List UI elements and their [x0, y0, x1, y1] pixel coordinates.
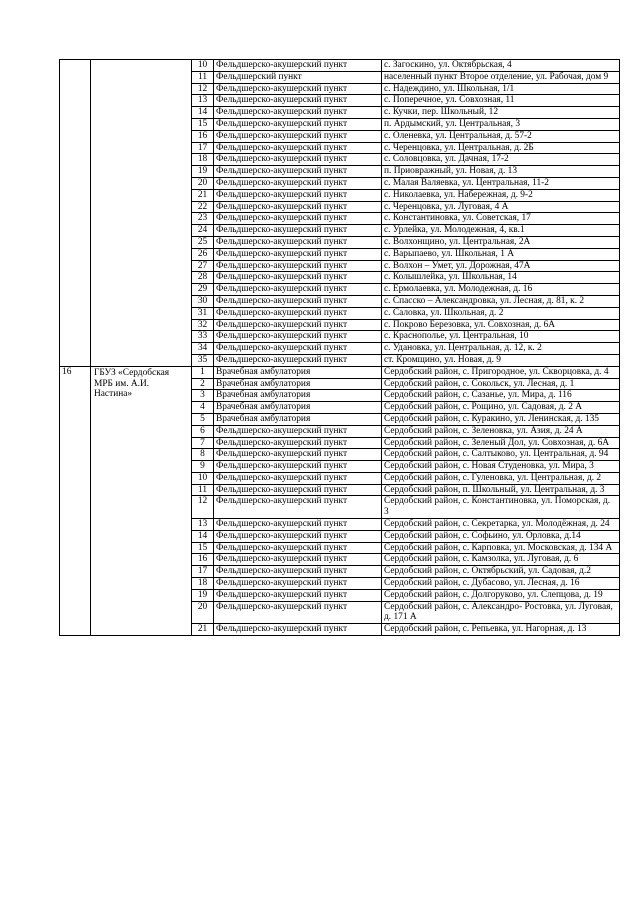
- facility-type-cell: Фельдшерско-акушерский пункт: [214, 554, 382, 566]
- facility-address-cell: с. Поперечное, ул. Совхозная, 11: [382, 95, 620, 107]
- facility-number-cell: 31: [192, 307, 214, 319]
- facility-type-cell: Фельдшерско-акушерский пункт: [214, 272, 382, 284]
- facility-number-cell: 10: [192, 472, 214, 484]
- facility-type-cell: Фельдшерско-акушерский пункт: [214, 331, 382, 343]
- facility-type-cell: Врачебная амбулатория: [214, 413, 382, 425]
- facility-address-cell: с. Волхон – Умет, ул. Дорожная, 47А: [382, 260, 620, 272]
- facility-number-cell: 5: [192, 413, 214, 425]
- facility-address-cell: с. Соловцовка, ул. Дачная, 17-2: [382, 154, 620, 166]
- facility-address-cell: с. Константиновка, ул. Советская, 17: [382, 213, 620, 225]
- facility-address-cell: с. Черенцовка, ул. Луговая, 4 А: [382, 201, 620, 213]
- facility-address-cell: населенный пункт Второе отделение, ул. Рабочая, дом 9: [382, 71, 620, 83]
- facility-type-cell: Фельдшерско-акушерский пункт: [214, 260, 382, 272]
- facility-number-cell: 32: [192, 319, 214, 331]
- facility-type-cell: Фельдшерско-акушерский пункт: [214, 461, 382, 473]
- facility-number-cell: 12: [192, 496, 214, 519]
- facility-type-cell: Врачебная амбулатория: [214, 366, 382, 378]
- facility-number-cell: 21: [192, 624, 214, 636]
- facility-type-cell: Фельдшерско-акушерский пункт: [214, 142, 382, 154]
- organization-name-cell: [91, 60, 192, 367]
- facility-address-cell: с. Удановка, ул. Центральная, д. 12, к. 2: [382, 343, 620, 355]
- facility-address-cell: Сердобский район, с. Долгоруково, ул. Слепцова, д. 19: [382, 589, 620, 601]
- facility-address-cell: с. Спасско – Александровка, ул. Лесная, д. 81, к. 2: [382, 295, 620, 307]
- facility-type-cell: Фельдшерско-акушерский пункт: [214, 624, 382, 636]
- facility-number-cell: 13: [192, 95, 214, 107]
- facility-address-cell: с. Малая Валяевка, ул. Центральная, 11-2: [382, 177, 620, 189]
- facility-address-cell: ст. Кромщино, ул. Новая, д. 9: [382, 354, 620, 366]
- facility-type-cell: Фельдшерско-акушерский пункт: [214, 542, 382, 554]
- facility-address-cell: Сердобский район, с. Рощино, ул. Садовая, д. 2 А: [382, 402, 620, 414]
- facility-number-cell: 14: [192, 107, 214, 119]
- facility-type-cell: Фельдшерско-акушерский пункт: [214, 496, 382, 519]
- facility-address-cell: Сердобский район, с. Зеленовка, ул. Азия, д. 24 А: [382, 425, 620, 437]
- facility-address-cell: Сердобский район, с. Александро- Ростовка, ул. Луговая, д. 171 А: [382, 601, 620, 624]
- facility-address-cell: с. Колышлейка, ул. Школьная, 14: [382, 272, 620, 284]
- facility-type-cell: Фельдшерско-акушерский пункт: [214, 107, 382, 119]
- facility-address-cell: с. Урлейка, ул. Молодежная, 4, кв.1: [382, 225, 620, 237]
- facility-number-cell: 21: [192, 189, 214, 201]
- facility-number-cell: 34: [192, 343, 214, 355]
- facility-type-cell: Фельдшерско-акушерский пункт: [214, 60, 382, 72]
- facility-number-cell: 14: [192, 530, 214, 542]
- facility-address-cell: Сердобский район, с. Камзолка, ул. Луговая, д. 6: [382, 554, 620, 566]
- facility-type-cell: Фельдшерско-акушерский пункт: [214, 83, 382, 95]
- facility-type-cell: Фельдшерско-акушерский пункт: [214, 118, 382, 130]
- facility-address-cell: Сердобский район, с. Новая Студеновка, ул. Мира, 3: [382, 461, 620, 473]
- facility-number-cell: 7: [192, 437, 214, 449]
- facility-number-cell: 23: [192, 213, 214, 225]
- facility-address-cell: с. Николаевка, ул. Набережная, д. 9-2: [382, 189, 620, 201]
- facility-type-cell: Врачебная амбулатория: [214, 378, 382, 390]
- facility-address-cell: с. Надеждино, ул. Школьная, 1/1: [382, 83, 620, 95]
- facility-number-cell: 17: [192, 142, 214, 154]
- facility-number-cell: 10: [192, 60, 214, 72]
- facilities-table-body: [60, 60, 620, 636]
- facility-type-cell: Фельдшерский пункт: [214, 71, 382, 83]
- facility-number-cell: 30: [192, 295, 214, 307]
- facility-type-cell: Фельдшерско-акушерский пункт: [214, 530, 382, 542]
- facility-number-cell: 16: [192, 554, 214, 566]
- facility-address-cell: Сердобский район, с. Зеленый Дол, ул. Совхозная, д. 6А: [382, 437, 620, 449]
- facility-address-cell: Сердобский район, с. Гуленовка, ул. Центральная, д. 2: [382, 472, 620, 484]
- facility-number-cell: 20: [192, 177, 214, 189]
- facility-number-cell: 2: [192, 378, 214, 390]
- table-row: [60, 366, 620, 378]
- facility-number-cell: 18: [192, 154, 214, 166]
- facility-number-cell: 16: [192, 130, 214, 142]
- facilities-table: [59, 59, 620, 636]
- facility-address-cell: с. Саловка, ул. Школьная, д. 2: [382, 307, 620, 319]
- facility-address-cell: Сердобский район, с. Сазанье, ул. Мира, д. 116: [382, 390, 620, 402]
- facility-type-cell: Фельдшерско-акушерский пункт: [214, 589, 382, 601]
- facility-address-cell: п. Приовражный, ул. Новая, д. 13: [382, 166, 620, 178]
- facility-address-cell: Сердобский район, с. Пригородное, ул. Скворцовка, д. 4: [382, 366, 620, 378]
- facility-type-cell: Фельдшерско-акушерский пункт: [214, 472, 382, 484]
- facility-number-cell: 3: [192, 390, 214, 402]
- facility-number-cell: 11: [192, 71, 214, 83]
- facility-address-cell: с. Загоскино, ул. Октябрьская, 4: [382, 60, 620, 72]
- facility-address-cell: с. Оленевка, ул. Центральная, д. 57-2: [382, 130, 620, 142]
- facility-address-cell: с. Кучки, пер. Школьный, 12: [382, 107, 620, 119]
- facility-number-cell: 13: [192, 519, 214, 531]
- facility-type-cell: Фельдшерско-акушерский пункт: [214, 354, 382, 366]
- facility-type-cell: Фельдшерско-акушерский пункт: [214, 248, 382, 260]
- facility-type-cell: Фельдшерско-акушерский пункт: [214, 213, 382, 225]
- organization-number-cell: 16: [60, 366, 91, 635]
- facility-type-cell: Фельдшерско-акушерский пункт: [214, 284, 382, 296]
- facility-number-cell: 15: [192, 542, 214, 554]
- facility-number-cell: 19: [192, 589, 214, 601]
- facility-number-cell: 12: [192, 83, 214, 95]
- facility-type-cell: Фельдшерско-акушерский пункт: [214, 95, 382, 107]
- facility-type-cell: Фельдшерско-акушерский пункт: [214, 437, 382, 449]
- facility-type-cell: Фельдшерско-акушерский пункт: [214, 601, 382, 624]
- facility-address-cell: Сердобский район, с. Салтыково, ул. Центральная, д. 94: [382, 449, 620, 461]
- facility-number-cell: 1: [192, 366, 214, 378]
- facility-type-cell: Фельдшерско-акушерский пункт: [214, 166, 382, 178]
- facility-number-cell: 22: [192, 201, 214, 213]
- facility-number-cell: 28: [192, 272, 214, 284]
- facility-address-cell: с. Варыпаево, ул. Школьная, 1 А: [382, 248, 620, 260]
- facility-type-cell: Врачебная амбулатория: [214, 390, 382, 402]
- facility-address-cell: с. Ермолаевка, ул. Молодежная, д. 16: [382, 284, 620, 296]
- facility-address-cell: с. Краснополье, ул. Центральная, 10: [382, 331, 620, 343]
- facility-type-cell: Фельдшерско-акушерский пункт: [214, 519, 382, 531]
- facility-type-cell: Фельдшерско-акушерский пункт: [214, 578, 382, 590]
- facility-type-cell: Фельдшерско-акушерский пункт: [214, 130, 382, 142]
- facility-address-cell: Сердобский район, с. Секретарка, ул. Молодёжная, д. 24: [382, 519, 620, 531]
- facility-type-cell: Фельдшерско-акушерский пункт: [214, 295, 382, 307]
- facility-type-cell: Фельдшерско-акушерский пункт: [214, 307, 382, 319]
- facility-number-cell: 26: [192, 248, 214, 260]
- facility-address-cell: с. Черенцовка, ул. Центральная, д. 2Б: [382, 142, 620, 154]
- facility-type-cell: Врачебная амбулатория: [214, 402, 382, 414]
- facility-address-cell: Сердобский район, с. Константиновка, ул. Поморская, д. 3: [382, 496, 620, 519]
- facility-address-cell: п. Ардымский, ул. Центральная, 3: [382, 118, 620, 130]
- facility-address-cell: Сердобский район, с. Сокольск, ул. Лесная, д. 1: [382, 378, 620, 390]
- facility-number-cell: 18: [192, 578, 214, 590]
- facility-address-cell: Сердобский район, с. Куракино, ул. Ленинская, д. 135: [382, 413, 620, 425]
- facility-type-cell: Фельдшерско-акушерский пункт: [214, 425, 382, 437]
- facility-type-cell: Фельдшерско-акушерский пункт: [214, 566, 382, 578]
- organization-number-cell: [60, 60, 91, 367]
- facility-number-cell: 9: [192, 461, 214, 473]
- facility-type-cell: Фельдшерско-акушерский пункт: [214, 236, 382, 248]
- facility-address-cell: с. Волхонщино, ул. Центральная, 2А: [382, 236, 620, 248]
- facility-number-cell: 19: [192, 166, 214, 178]
- facility-address-cell: Сердобский район, с. Октябрьский, ул. Садовая, д.2: [382, 566, 620, 578]
- facility-type-cell: Фельдшерско-акушерский пункт: [214, 189, 382, 201]
- facility-type-cell: Фельдшерско-акушерский пункт: [214, 343, 382, 355]
- facility-number-cell: 35: [192, 354, 214, 366]
- facility-number-cell: 6: [192, 425, 214, 437]
- facility-type-cell: Фельдшерско-акушерский пункт: [214, 319, 382, 331]
- facility-number-cell: 4: [192, 402, 214, 414]
- facility-type-cell: Фельдшерско-акушерский пункт: [214, 201, 382, 213]
- facility-address-cell: с. Покрово Березовка, ул. Совхозная, д. 6А: [382, 319, 620, 331]
- facility-type-cell: Фельдшерско-акушерский пункт: [214, 449, 382, 461]
- facility-type-cell: Фельдшерско-акушерский пункт: [214, 484, 382, 496]
- facility-address-cell: Сердобский район, с. Карповка, ул. Московская, д. 134 А: [382, 542, 620, 554]
- facility-address-cell: Сердобский район, с. Дубасово, ул. Лесная, д. 16: [382, 578, 620, 590]
- facility-number-cell: 24: [192, 225, 214, 237]
- organization-name-cell: ГБУЗ «Сердобская МРБ им. А.И. Настина»: [91, 366, 192, 635]
- facility-type-cell: Фельдшерско-акушерский пункт: [214, 225, 382, 237]
- facility-type-cell: Фельдшерско-акушерский пункт: [214, 177, 382, 189]
- table-row: [60, 60, 620, 72]
- document-page: [59, 59, 619, 636]
- facility-number-cell: 25: [192, 236, 214, 248]
- facility-address-cell: Сердобский район, п. Школьный, ул. Центральная, д. 3: [382, 484, 620, 496]
- facility-number-cell: 29: [192, 284, 214, 296]
- facility-number-cell: 15: [192, 118, 214, 130]
- facility-address-cell: Сердобский район, с. Софьино, ул. Орловка, д.14: [382, 530, 620, 542]
- facility-address-cell: Сердобский район, с. Репьевка, ул. Нагорная, д. 13: [382, 624, 620, 636]
- facility-number-cell: 20: [192, 601, 214, 624]
- facility-number-cell: 8: [192, 449, 214, 461]
- facility-number-cell: 33: [192, 331, 214, 343]
- facility-number-cell: 17: [192, 566, 214, 578]
- facility-number-cell: 11: [192, 484, 214, 496]
- facility-type-cell: Фельдшерско-акушерский пункт: [214, 154, 382, 166]
- facility-number-cell: 27: [192, 260, 214, 272]
